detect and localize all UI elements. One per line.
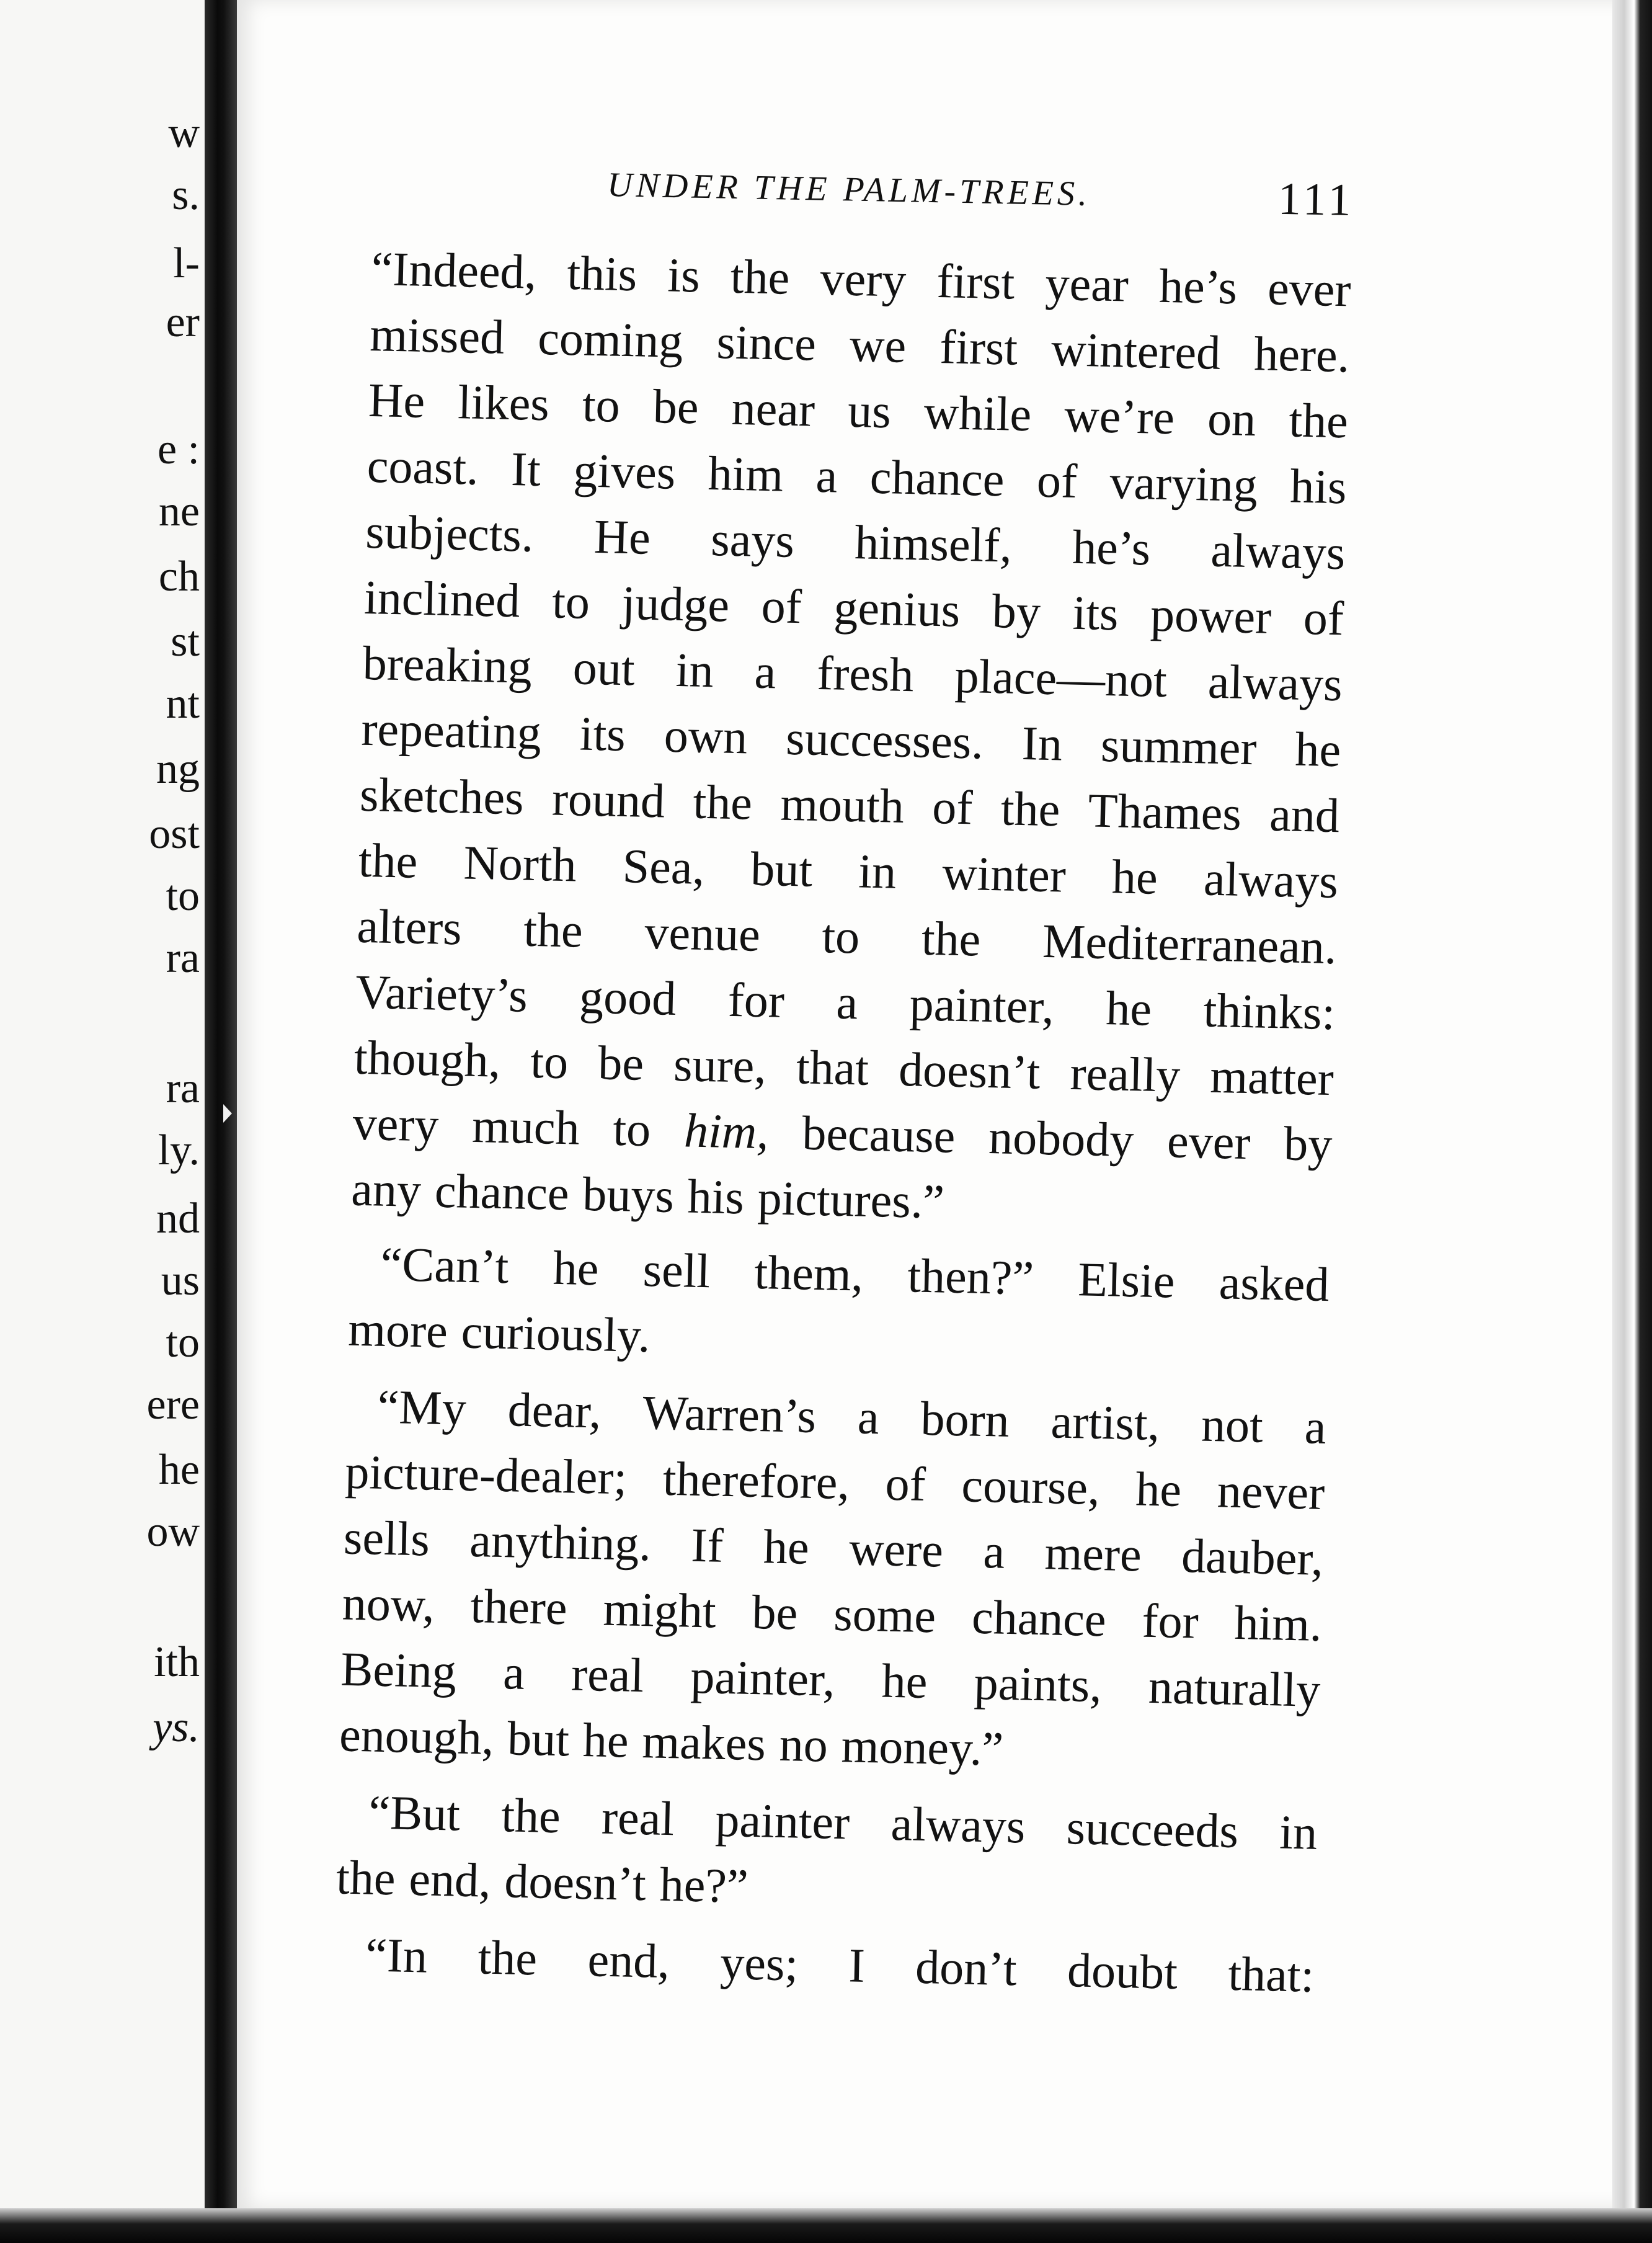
word: first bbox=[936, 253, 1016, 310]
word: curiously. bbox=[460, 1304, 651, 1363]
word: picture-dealer; bbox=[344, 1444, 628, 1505]
word: In bbox=[1021, 716, 1063, 771]
word: the bbox=[921, 911, 982, 966]
word: of bbox=[1302, 590, 1344, 646]
word: its bbox=[579, 706, 626, 762]
word: the bbox=[500, 1788, 561, 1844]
word: he bbox=[1105, 981, 1152, 1036]
page-bottom-edge bbox=[0, 2208, 1652, 2243]
word: pictures.” bbox=[757, 1170, 945, 1229]
word: North bbox=[463, 835, 577, 892]
word: he bbox=[1294, 721, 1342, 777]
word: money.” bbox=[840, 1718, 1005, 1776]
word: but bbox=[750, 841, 814, 897]
word: coast. bbox=[366, 438, 479, 495]
previous-page-fragment: nt bbox=[166, 680, 200, 728]
previous-page-fragment: ys. bbox=[153, 1703, 200, 1751]
word: “Indeed, bbox=[370, 241, 538, 299]
word: him bbox=[707, 445, 784, 502]
book-gutter bbox=[205, 0, 237, 2243]
word: him. bbox=[1233, 1595, 1323, 1651]
word: first bbox=[939, 319, 1019, 375]
previous-page-fragment: ere bbox=[146, 1381, 200, 1429]
word: dauber, bbox=[1181, 1528, 1324, 1585]
word: mouth bbox=[779, 776, 905, 833]
word: out bbox=[572, 640, 636, 696]
word: painter, bbox=[690, 1649, 836, 1706]
previous-page-fragment: ne bbox=[158, 488, 200, 535]
word: that: bbox=[1227, 1946, 1315, 2002]
previous-page-fragment: us bbox=[161, 1257, 200, 1304]
previous-page-fragment: st bbox=[171, 618, 200, 666]
word: always bbox=[1207, 654, 1343, 711]
word: really bbox=[1069, 1045, 1181, 1102]
word: If bbox=[690, 1517, 724, 1572]
word: he bbox=[1111, 849, 1158, 904]
page-right-edge bbox=[1612, 0, 1652, 2243]
word: the bbox=[1000, 781, 1061, 837]
word: inclined bbox=[363, 569, 521, 628]
word: Being bbox=[340, 1641, 457, 1698]
word: always bbox=[890, 1796, 1026, 1853]
word: makes bbox=[641, 1714, 766, 1771]
word: a bbox=[982, 1524, 1006, 1579]
word: since bbox=[716, 314, 817, 371]
word: in bbox=[675, 642, 714, 698]
word: enough, bbox=[339, 1707, 495, 1765]
word: to bbox=[530, 1033, 569, 1089]
word: subjects. bbox=[365, 504, 535, 562]
word: end, bbox=[408, 1851, 492, 1907]
previous-page-fragment: ost bbox=[149, 810, 200, 858]
word: is bbox=[667, 247, 701, 303]
previous-page-fragment: ith bbox=[154, 1638, 200, 1686]
word: asked bbox=[1218, 1255, 1330, 1312]
word: for bbox=[727, 972, 785, 1028]
previous-page-fragment: to bbox=[166, 872, 200, 920]
word: in bbox=[1279, 1804, 1318, 1860]
previous-page-fragment: he bbox=[158, 1446, 200, 1494]
word: this bbox=[566, 245, 638, 301]
word: repeating bbox=[360, 701, 542, 760]
word: them, bbox=[753, 1244, 864, 1301]
word: born bbox=[920, 1391, 1010, 1447]
word: he bbox=[763, 1519, 810, 1574]
word: I bbox=[848, 1938, 866, 1992]
word: by bbox=[992, 583, 1041, 639]
previous-page-fragment: er bbox=[166, 298, 200, 346]
word: dear, bbox=[507, 1382, 602, 1438]
word: power bbox=[1150, 587, 1272, 644]
word: He bbox=[593, 509, 651, 564]
word: not bbox=[1201, 1397, 1264, 1453]
running-header-title: UNDER THE PALM-TREES. bbox=[606, 165, 1091, 213]
previous-page-fragment: ly. bbox=[158, 1126, 200, 1174]
word: naturally bbox=[1148, 1659, 1321, 1717]
word: of bbox=[760, 578, 802, 634]
word: of bbox=[1036, 453, 1078, 508]
word: much bbox=[471, 1098, 580, 1155]
word: coming bbox=[537, 310, 684, 368]
word: fresh bbox=[816, 645, 915, 702]
word: place—not bbox=[954, 648, 1168, 708]
word: likes bbox=[457, 375, 550, 431]
word: “In bbox=[365, 1927, 429, 1983]
word: Variety’s bbox=[355, 964, 528, 1022]
word: Elsie bbox=[1077, 1252, 1176, 1308]
word: on bbox=[1207, 391, 1257, 447]
word: don’t bbox=[915, 1939, 1018, 1996]
word: a bbox=[502, 1645, 525, 1700]
word: very bbox=[819, 251, 907, 307]
word: here. bbox=[1253, 326, 1351, 383]
word: then?” bbox=[907, 1248, 1034, 1305]
word: thinks: bbox=[1202, 983, 1336, 1040]
word: there bbox=[469, 1578, 568, 1635]
word: the bbox=[1288, 393, 1349, 448]
previous-page-fragment: w bbox=[168, 109, 200, 157]
word: he’s bbox=[1072, 519, 1151, 576]
word: be bbox=[597, 1035, 645, 1090]
word: a bbox=[835, 974, 859, 1030]
italic-word: him, bbox=[683, 1103, 770, 1159]
word: to bbox=[821, 909, 861, 964]
word: us bbox=[847, 383, 892, 439]
word: “Can’t bbox=[380, 1236, 510, 1294]
word: now, bbox=[341, 1576, 435, 1632]
word: buys bbox=[582, 1166, 675, 1223]
word: he bbox=[881, 1653, 928, 1709]
word: ever bbox=[1166, 1113, 1251, 1170]
word: venue bbox=[644, 904, 761, 961]
word: end, bbox=[587, 1932, 670, 1989]
word: more bbox=[347, 1301, 448, 1358]
word: very bbox=[352, 1095, 440, 1152]
word: we’re bbox=[1064, 388, 1175, 445]
word: genius bbox=[833, 580, 961, 637]
word: its bbox=[1072, 585, 1119, 641]
word: artist, bbox=[1050, 1394, 1161, 1451]
word: to bbox=[612, 1101, 652, 1157]
previous-page-edge bbox=[0, 0, 205, 2208]
word: successes. bbox=[785, 710, 984, 769]
word: of bbox=[884, 1456, 926, 1511]
body-text bbox=[334, 236, 1351, 2009]
word: he bbox=[552, 1240, 600, 1296]
word: real bbox=[601, 1790, 675, 1846]
word: Sea, bbox=[622, 839, 706, 894]
word: He bbox=[368, 372, 426, 428]
word: Thames bbox=[1087, 783, 1242, 841]
word: ever bbox=[1267, 261, 1352, 317]
word: course, bbox=[961, 1458, 1101, 1515]
word: his bbox=[686, 1169, 745, 1224]
word: near bbox=[731, 380, 815, 437]
word: a bbox=[1303, 1399, 1327, 1455]
word: breaking bbox=[362, 635, 533, 693]
word: some bbox=[833, 1586, 937, 1643]
word: alters bbox=[356, 898, 463, 955]
word: he bbox=[1135, 1461, 1183, 1517]
word: a bbox=[753, 644, 777, 699]
word: good bbox=[579, 969, 677, 1025]
word: to bbox=[582, 377, 621, 432]
word: says bbox=[710, 512, 795, 568]
previous-page-fragment: ng bbox=[156, 745, 200, 793]
word: and bbox=[1269, 787, 1340, 843]
word: sell bbox=[642, 1242, 711, 1298]
word: real bbox=[571, 1646, 645, 1703]
previous-page-fragment: s. bbox=[172, 171, 200, 219]
word: year bbox=[1044, 256, 1129, 312]
word: his bbox=[1289, 458, 1348, 514]
word: always bbox=[1210, 522, 1346, 580]
word: winter bbox=[941, 845, 1067, 903]
word: mere bbox=[1044, 1525, 1142, 1582]
page-number: 111 bbox=[1277, 173, 1356, 226]
word: therefore, bbox=[662, 1451, 850, 1510]
word: any bbox=[350, 1161, 422, 1218]
previous-page-fragment: l- bbox=[173, 239, 200, 287]
word: the bbox=[358, 832, 419, 888]
word: he?” bbox=[659, 1857, 749, 1913]
word: no bbox=[778, 1716, 828, 1772]
word: that bbox=[796, 1040, 869, 1095]
previous-page-fragment: to bbox=[166, 1319, 200, 1367]
word: always bbox=[1203, 851, 1339, 909]
word: own bbox=[663, 708, 748, 764]
word: round bbox=[551, 771, 666, 828]
word: sketches bbox=[359, 767, 525, 825]
word: to bbox=[551, 574, 590, 629]
word: but bbox=[507, 1711, 570, 1767]
word: a bbox=[815, 448, 838, 503]
previous-page-fragment: ra bbox=[166, 934, 200, 982]
word: the bbox=[692, 774, 753, 830]
word: varying bbox=[1109, 455, 1258, 512]
word: for bbox=[1141, 1593, 1199, 1649]
word: sells bbox=[343, 1510, 430, 1566]
word: chance bbox=[971, 1589, 1107, 1647]
word: chance bbox=[434, 1163, 570, 1221]
word: painter bbox=[714, 1792, 851, 1850]
previous-page-fragment: ra bbox=[166, 1064, 200, 1112]
word: anything. bbox=[469, 1512, 652, 1571]
word: be bbox=[652, 378, 699, 434]
word: be bbox=[751, 1584, 799, 1640]
word: judge bbox=[621, 575, 730, 632]
word: a bbox=[857, 1389, 880, 1445]
word: “My bbox=[376, 1379, 467, 1435]
word: the bbox=[335, 1850, 396, 1906]
word: yes; bbox=[719, 1935, 799, 1991]
word bbox=[683, 1097, 770, 1165]
word: “But bbox=[368, 1785, 461, 1841]
word: Warren’s bbox=[642, 1385, 817, 1443]
word: succeeds bbox=[1065, 1800, 1239, 1858]
word: It bbox=[510, 441, 541, 497]
word: summer bbox=[1100, 717, 1258, 775]
word: painter, bbox=[908, 976, 1055, 1034]
word: we bbox=[849, 317, 907, 373]
word: gives bbox=[572, 443, 677, 499]
word: because bbox=[801, 1105, 956, 1163]
word: himself, bbox=[854, 515, 1013, 573]
word: doesn’t bbox=[504, 1853, 647, 1911]
word: missed bbox=[369, 306, 505, 364]
word: sure, bbox=[673, 1037, 767, 1094]
word: matter bbox=[1209, 1048, 1334, 1106]
word: were bbox=[848, 1521, 944, 1577]
word: by bbox=[1283, 1116, 1333, 1172]
word: chance bbox=[869, 449, 1005, 507]
word: though, bbox=[353, 1030, 502, 1087]
previous-page-fragment: e : bbox=[157, 426, 200, 473]
previous-page-fragment: ow bbox=[146, 1508, 200, 1556]
word: doubt bbox=[1067, 1943, 1178, 1999]
word: paints, bbox=[973, 1655, 1103, 1713]
previous-page-fragment: nd bbox=[156, 1195, 200, 1242]
word: the bbox=[523, 902, 584, 958]
word: wintered bbox=[1050, 321, 1222, 380]
word: of bbox=[931, 779, 974, 835]
word: never bbox=[1217, 1463, 1326, 1520]
word: nobody bbox=[988, 1110, 1135, 1167]
previous-page-line-endings bbox=[100, 0, 200, 2208]
word: he’s bbox=[1158, 258, 1238, 314]
word: in bbox=[858, 844, 897, 899]
word: the bbox=[477, 1930, 538, 1986]
word: doesn’t bbox=[898, 1041, 1041, 1099]
word: while bbox=[923, 385, 1032, 442]
word: might bbox=[602, 1581, 717, 1638]
word: Mediterranean. bbox=[1042, 913, 1338, 974]
previous-page-fragment: ch bbox=[158, 553, 200, 600]
word: he bbox=[582, 1713, 629, 1768]
word: the bbox=[730, 249, 791, 305]
